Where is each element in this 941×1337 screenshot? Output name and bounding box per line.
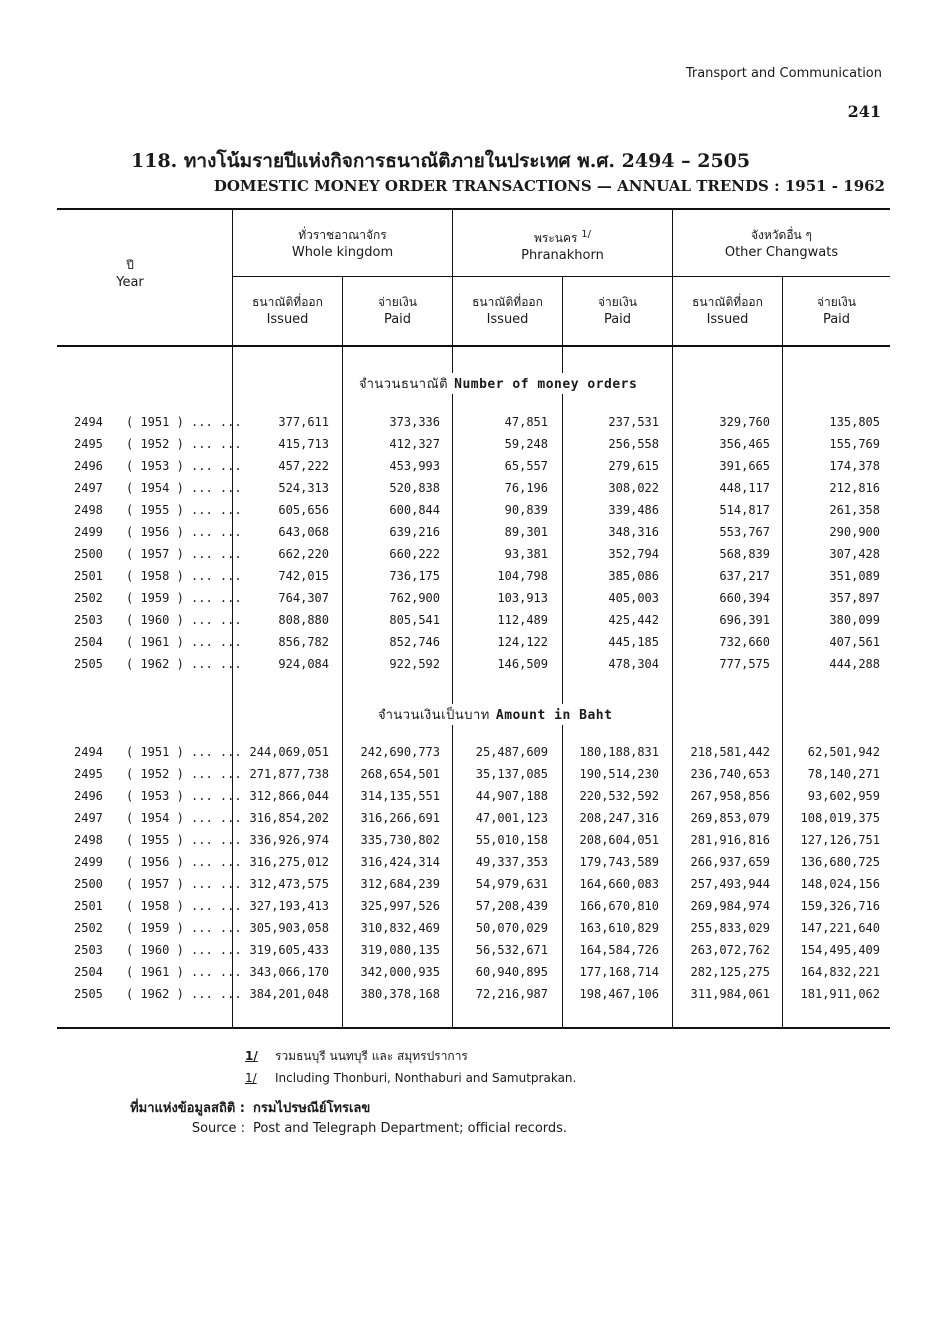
sub-header-english: Issued bbox=[706, 312, 749, 327]
table-top-rule bbox=[57, 208, 890, 210]
sub-header-thai: จ่ายเงิน bbox=[598, 295, 637, 309]
row-year-ce: ( 1962 ) ... ... bbox=[126, 657, 242, 671]
source-label-english: Source : bbox=[191, 1121, 245, 1136]
table-cell: 310,832,469 bbox=[360, 921, 440, 935]
row-year-ce: ( 1952 ) ... ... bbox=[126, 437, 242, 451]
group-header-thai: จังหวัดอื่น ๆ bbox=[750, 228, 812, 242]
table-row bbox=[0, 811, 941, 833]
table-cell: 305,903,058 bbox=[249, 921, 329, 935]
row-year-be: 2498 bbox=[74, 503, 103, 517]
table-cell: 93,381 bbox=[504, 547, 548, 561]
table-cell: 49,337,353 bbox=[475, 855, 548, 869]
table-row bbox=[0, 591, 941, 613]
table-row bbox=[0, 481, 941, 503]
table-cell: 696,391 bbox=[719, 613, 770, 627]
table-cell: 47,001,123 bbox=[475, 811, 548, 825]
sub-header-thai: ธนาณัติที่ออก bbox=[472, 295, 543, 309]
table-cell: 89,301 bbox=[504, 525, 548, 539]
year-header bbox=[100, 256, 160, 292]
row-year-ce: ( 1951 ) ... ... bbox=[126, 745, 242, 759]
table-row bbox=[0, 657, 941, 679]
table-cell: 319,080,135 bbox=[360, 943, 440, 957]
table-row bbox=[0, 415, 941, 437]
table-cell: 316,854,202 bbox=[249, 811, 329, 825]
table-cell: 180,188,831 bbox=[579, 745, 659, 759]
table-row bbox=[0, 921, 941, 943]
row-year-ce: ( 1962 ) ... ... bbox=[126, 987, 242, 1001]
table-cell: 662,220 bbox=[278, 547, 329, 561]
row-year-be: 2502 bbox=[74, 591, 103, 605]
table-cell: 377,611 bbox=[278, 415, 329, 429]
table-cell: 316,424,314 bbox=[360, 855, 440, 869]
table-cell: 764,307 bbox=[278, 591, 329, 605]
table-cell: 639,216 bbox=[389, 525, 440, 539]
table-cell: 637,217 bbox=[719, 569, 770, 583]
table-cell: 127,126,751 bbox=[800, 833, 880, 847]
table-cell: 78,140,271 bbox=[807, 767, 880, 781]
table-cell: 148,024,156 bbox=[800, 877, 880, 891]
table-cell: 136,680,725 bbox=[800, 855, 880, 869]
table-row bbox=[0, 965, 941, 987]
table-cell: 263,072,762 bbox=[690, 943, 770, 957]
table-cell: 445,185 bbox=[608, 635, 659, 649]
sub-header-issued bbox=[233, 293, 342, 329]
page-number: 241 bbox=[847, 102, 881, 121]
row-year-be: 2502 bbox=[74, 921, 103, 935]
table-cell: 236,740,653 bbox=[690, 767, 770, 781]
section-label-amount bbox=[374, 704, 616, 725]
source-english bbox=[55, 1121, 567, 1136]
row-year-ce: ( 1957 ) ... ... bbox=[126, 547, 242, 561]
table-cell: 336,926,974 bbox=[249, 833, 329, 847]
table-cell: 660,394 bbox=[719, 591, 770, 605]
group-header-whole-kingdom bbox=[233, 226, 452, 262]
section-label-thai: จำนวนธนาณัติ bbox=[359, 377, 449, 392]
table-cell: 335,730,802 bbox=[360, 833, 440, 847]
table-cell: 72,216,987 bbox=[475, 987, 548, 1001]
row-year-be: 2500 bbox=[74, 877, 103, 891]
sub-header-english: Paid bbox=[822, 312, 851, 327]
table-cell: 290,900 bbox=[829, 525, 880, 539]
sub-header-english: Issued bbox=[486, 312, 529, 327]
row-year-ce: ( 1955 ) ... ... bbox=[126, 503, 242, 517]
table-cell: 57,208,439 bbox=[475, 899, 548, 913]
group-header-thai bbox=[453, 226, 672, 247]
row-year-ce: ( 1959 ) ... ... bbox=[126, 591, 242, 605]
table-cell: 163,610,829 bbox=[579, 921, 659, 935]
table-cell: 444,288 bbox=[829, 657, 880, 671]
table-row bbox=[0, 789, 941, 811]
table-cell: 805,541 bbox=[389, 613, 440, 627]
table-cell: 380,099 bbox=[829, 613, 880, 627]
table-cell: 736,175 bbox=[389, 569, 440, 583]
table-cell: 384,201,048 bbox=[249, 987, 329, 1001]
row-year-be: 2504 bbox=[74, 965, 103, 979]
table-cell: 65,557 bbox=[504, 459, 548, 473]
table-cell: 327,193,413 bbox=[249, 899, 329, 913]
sub-header-thai: จ่ายเงิน bbox=[378, 295, 417, 309]
section-label-thai: จำนวนเงินเป็นบาท bbox=[378, 708, 490, 723]
row-year-ce: ( 1956 ) ... ... bbox=[126, 855, 242, 869]
row-year-be: 2494 bbox=[74, 745, 103, 759]
table-cell: 339,486 bbox=[608, 503, 659, 517]
table-cell: 600,844 bbox=[389, 503, 440, 517]
table-cell: 312,866,044 bbox=[249, 789, 329, 803]
table-cell: 62,501,942 bbox=[807, 745, 880, 759]
table-row bbox=[0, 459, 941, 481]
row-year-ce: ( 1958 ) ... ... bbox=[126, 899, 242, 913]
table-cell: 268,654,501 bbox=[360, 767, 440, 781]
table-cell: 316,275,012 bbox=[249, 855, 329, 869]
table-cell: 852,746 bbox=[389, 635, 440, 649]
table-cell: 212,816 bbox=[829, 481, 880, 495]
table-cell: 314,135,551 bbox=[360, 789, 440, 803]
table-cell: 307,428 bbox=[829, 547, 880, 561]
row-year-ce: ( 1954 ) ... ... bbox=[126, 811, 242, 825]
table-cell: 924,084 bbox=[278, 657, 329, 671]
row-year-be: 2503 bbox=[74, 943, 103, 957]
group-header-english: Phranakhorn bbox=[521, 248, 604, 263]
row-year-be: 2501 bbox=[74, 569, 103, 583]
table-cell: 164,832,221 bbox=[800, 965, 880, 979]
footnote-thai-text: รวมธนบุรี นนทบุรี และ สมุทรปราการ bbox=[275, 1049, 468, 1063]
table-cell: 343,066,170 bbox=[249, 965, 329, 979]
table-cell: 255,833,029 bbox=[690, 921, 770, 935]
table-cell: 553,767 bbox=[719, 525, 770, 539]
table-cell: 373,336 bbox=[389, 415, 440, 429]
table-cell: 59,248 bbox=[504, 437, 548, 451]
row-year-ce: ( 1958 ) ... ... bbox=[126, 569, 242, 583]
row-year-be: 2504 bbox=[74, 635, 103, 649]
row-year-ce: ( 1960 ) ... ... bbox=[126, 943, 242, 957]
header-bottom-rule bbox=[57, 345, 890, 347]
section-label-number bbox=[355, 373, 641, 394]
table-title-thai-text: ทางโน้มรายปีแห่งกิจการธนาณัติภายในประเทศ พ.ศ. 2494 – 2505 bbox=[183, 150, 751, 172]
table-row bbox=[0, 855, 941, 877]
table-cell: 319,605,433 bbox=[249, 943, 329, 957]
table-cell: 348,316 bbox=[608, 525, 659, 539]
table-cell: 25,487,609 bbox=[475, 745, 548, 759]
table-row bbox=[0, 503, 941, 525]
table-cell: 520,838 bbox=[389, 481, 440, 495]
table-cell: 762,900 bbox=[389, 591, 440, 605]
table-cell: 385,086 bbox=[608, 569, 659, 583]
footnote-english-text: Including Thonburi, Nonthaburi and Samutprakan. bbox=[275, 1071, 577, 1085]
table-row bbox=[0, 833, 941, 855]
table-title-thai bbox=[131, 146, 750, 176]
row-year-be: 2496 bbox=[74, 789, 103, 803]
table-cell: 312,684,239 bbox=[360, 877, 440, 891]
section-label-english: Number of money orders bbox=[454, 377, 638, 392]
table-cell: 269,853,079 bbox=[690, 811, 770, 825]
table-cell: 242,690,773 bbox=[360, 745, 440, 759]
table-cell: 777,575 bbox=[719, 657, 770, 671]
table-cell: 35,137,085 bbox=[475, 767, 548, 781]
row-year-be: 2505 bbox=[74, 657, 103, 671]
table-cell: 514,817 bbox=[719, 503, 770, 517]
table-cell: 425,442 bbox=[608, 613, 659, 627]
table-cell: 181,911,062 bbox=[800, 987, 880, 1001]
row-year-ce: ( 1954 ) ... ... bbox=[126, 481, 242, 495]
row-year-ce: ( 1953 ) ... ... bbox=[126, 789, 242, 803]
table-cell: 220,532,592 bbox=[579, 789, 659, 803]
table-row bbox=[0, 437, 941, 459]
sub-header-thai: ธนาณัติที่ออก bbox=[252, 295, 323, 309]
table-cell: 643,068 bbox=[278, 525, 329, 539]
table-cell: 244,069,051 bbox=[249, 745, 329, 759]
sub-header-thai: ธนาณัติที่ออก bbox=[692, 295, 763, 309]
table-cell: 279,615 bbox=[608, 459, 659, 473]
table-cell: 208,247,316 bbox=[579, 811, 659, 825]
table-cell: 808,880 bbox=[278, 613, 329, 627]
table-cell: 257,493,944 bbox=[690, 877, 770, 891]
table-cell: 208,604,051 bbox=[579, 833, 659, 847]
group-header-thai: ทั่วราชอาณาจักร bbox=[298, 228, 387, 242]
footnote-thai bbox=[245, 1047, 468, 1066]
row-year-ce: ( 1952 ) ... ... bbox=[126, 767, 242, 781]
table-cell: 237,531 bbox=[608, 415, 659, 429]
table-cell: 407,561 bbox=[829, 635, 880, 649]
row-year-be: 2497 bbox=[74, 811, 103, 825]
row-year-ce: ( 1959 ) ... ... bbox=[126, 921, 242, 935]
footnote-marker: 1/ bbox=[581, 229, 592, 240]
table-cell: 742,015 bbox=[278, 569, 329, 583]
row-year-ce: ( 1961 ) ... ... bbox=[126, 965, 242, 979]
table-row bbox=[0, 767, 941, 789]
sub-header-thai: จ่ายเงิน bbox=[817, 295, 856, 309]
table-cell: 568,839 bbox=[719, 547, 770, 561]
table-cell: 352,794 bbox=[608, 547, 659, 561]
table-cell: 124,122 bbox=[497, 635, 548, 649]
table-cell: 155,769 bbox=[829, 437, 880, 451]
row-year-ce: ( 1953 ) ... ... bbox=[126, 459, 242, 473]
group-header-english: Other Changwats bbox=[724, 245, 839, 260]
row-year-be: 2505 bbox=[74, 987, 103, 1001]
row-year-be: 2501 bbox=[74, 899, 103, 913]
table-cell: 316,266,691 bbox=[360, 811, 440, 825]
table-title-english: DOMESTIC MONEY ORDER TRANSACTIONS — ANNUAL TRENDS : 1951 - 1962 bbox=[213, 177, 885, 195]
table-cell: 261,358 bbox=[829, 503, 880, 517]
table-cell: 269,984,974 bbox=[690, 899, 770, 913]
table-cell: 405,003 bbox=[608, 591, 659, 605]
group-header-thai-text: พระนคร bbox=[533, 231, 578, 245]
table-cell: 108,019,375 bbox=[800, 811, 880, 825]
row-year-be: 2495 bbox=[74, 437, 103, 451]
row-year-be: 2503 bbox=[74, 613, 103, 627]
table-number: 118. bbox=[131, 150, 178, 172]
row-year-be: 2500 bbox=[74, 547, 103, 561]
sub-header-english: Paid bbox=[603, 312, 632, 327]
row-year-be: 2498 bbox=[74, 833, 103, 847]
table-cell: 54,979,631 bbox=[475, 877, 548, 891]
row-year-ce: ( 1957 ) ... ... bbox=[126, 877, 242, 891]
table-row bbox=[0, 547, 941, 569]
table-cell: 342,000,935 bbox=[360, 965, 440, 979]
table-cell: 47,851 bbox=[504, 415, 548, 429]
table-cell: 164,660,083 bbox=[579, 877, 659, 891]
table-cell: 732,660 bbox=[719, 635, 770, 649]
table-cell: 325,997,526 bbox=[360, 899, 440, 913]
table-cell: 351,089 bbox=[829, 569, 880, 583]
table-cell: 266,937,659 bbox=[690, 855, 770, 869]
table-cell: 453,993 bbox=[389, 459, 440, 473]
table-cell: 329,760 bbox=[719, 415, 770, 429]
footnote-mark: 1/ bbox=[245, 1071, 257, 1085]
row-year-ce: ( 1960 ) ... ... bbox=[126, 613, 242, 627]
table-cell: 415,713 bbox=[278, 437, 329, 451]
row-year-be: 2494 bbox=[74, 415, 103, 429]
sub-header-english: Issued bbox=[266, 312, 309, 327]
table-cell: 60,940,895 bbox=[475, 965, 548, 979]
table-cell: 179,743,589 bbox=[579, 855, 659, 869]
source-value-thai: กรมไปรษณีย์โทรเลข bbox=[253, 1101, 371, 1116]
table-cell: 311,984,061 bbox=[690, 987, 770, 1001]
table-cell: 93,602,959 bbox=[807, 789, 880, 803]
row-year-be: 2497 bbox=[74, 481, 103, 495]
table-cell: 166,670,810 bbox=[579, 899, 659, 913]
table-cell: 271,877,738 bbox=[249, 767, 329, 781]
row-year-ce: ( 1951 ) ... ... bbox=[126, 415, 242, 429]
table-cell: 190,514,230 bbox=[579, 767, 659, 781]
table-cell: 524,313 bbox=[278, 481, 329, 495]
table-row bbox=[0, 613, 941, 635]
section-title: Transport and Communication bbox=[685, 66, 882, 81]
table-cell: 104,798 bbox=[497, 569, 548, 583]
row-year-ce: ( 1961 ) ... ... bbox=[126, 635, 242, 649]
table-cell: 308,022 bbox=[608, 481, 659, 495]
sub-header-issued bbox=[673, 293, 782, 329]
table-row bbox=[0, 569, 941, 591]
table-row bbox=[0, 987, 941, 1009]
table-cell: 478,304 bbox=[608, 657, 659, 671]
table-cell: 605,656 bbox=[278, 503, 329, 517]
table-row bbox=[0, 943, 941, 965]
row-year-be: 2495 bbox=[74, 767, 103, 781]
table-cell: 44,907,188 bbox=[475, 789, 548, 803]
sub-header-paid bbox=[343, 293, 452, 329]
sub-header-paid bbox=[563, 293, 672, 329]
table-cell: 146,509 bbox=[497, 657, 548, 671]
footnote-mark: 1/ bbox=[245, 1049, 258, 1063]
row-year-ce: ( 1956 ) ... ... bbox=[126, 525, 242, 539]
table-cell: 147,221,640 bbox=[800, 921, 880, 935]
table-cell: 282,125,275 bbox=[690, 965, 770, 979]
table-cell: 391,665 bbox=[719, 459, 770, 473]
table-cell: 380,378,168 bbox=[360, 987, 440, 1001]
table-cell: 218,581,442 bbox=[690, 745, 770, 759]
table-cell: 457,222 bbox=[278, 459, 329, 473]
group-header-english: Whole kingdom bbox=[291, 245, 394, 260]
table-cell: 356,465 bbox=[719, 437, 770, 451]
table-bottom-rule bbox=[57, 1027, 890, 1029]
year-header-english: Year bbox=[116, 275, 144, 290]
group-header-other-changwats bbox=[673, 226, 890, 262]
table-cell: 448,117 bbox=[719, 481, 770, 495]
table-row bbox=[0, 877, 941, 899]
table-cell: 56,532,671 bbox=[475, 943, 548, 957]
footnote-english bbox=[245, 1071, 576, 1085]
source-thai bbox=[55, 1097, 370, 1118]
table-cell: 281,916,816 bbox=[690, 833, 770, 847]
group-header-phranakhorn bbox=[453, 226, 672, 265]
table-cell: 76,196 bbox=[504, 481, 548, 495]
table-cell: 412,327 bbox=[389, 437, 440, 451]
sub-header-paid bbox=[783, 293, 890, 329]
table-cell: 256,558 bbox=[608, 437, 659, 451]
table-cell: 159,326,716 bbox=[800, 899, 880, 913]
source-value-english: Post and Telegraph Department; official records. bbox=[253, 1121, 568, 1136]
row-year-ce: ( 1955 ) ... ... bbox=[126, 833, 242, 847]
table-cell: 90,839 bbox=[504, 503, 548, 517]
year-header-thai: ปี bbox=[126, 258, 134, 272]
table-row bbox=[0, 899, 941, 921]
table-cell: 267,958,856 bbox=[690, 789, 770, 803]
sub-header-english: Paid bbox=[383, 312, 412, 327]
source-label-thai: ที่มาแห่งข้อมูลสถิติ : bbox=[130, 1101, 245, 1116]
row-year-be: 2499 bbox=[74, 525, 103, 539]
table-cell: 164,584,726 bbox=[579, 943, 659, 957]
table-cell: 55,010,158 bbox=[475, 833, 548, 847]
table-cell: 135,805 bbox=[829, 415, 880, 429]
row-year-be: 2499 bbox=[74, 855, 103, 869]
table-row bbox=[0, 525, 941, 547]
table-cell: 177,168,714 bbox=[579, 965, 659, 979]
section-label-english: Amount in Baht bbox=[495, 708, 613, 723]
table-cell: 922,592 bbox=[389, 657, 440, 671]
table-row bbox=[0, 635, 941, 657]
table-cell: 154,495,409 bbox=[800, 943, 880, 957]
table-cell: 112,489 bbox=[497, 613, 548, 627]
table-row bbox=[0, 745, 941, 767]
sub-header-issued bbox=[453, 293, 562, 329]
table-cell: 198,467,106 bbox=[579, 987, 659, 1001]
table-cell: 660,222 bbox=[389, 547, 440, 561]
table-cell: 103,913 bbox=[497, 591, 548, 605]
table-cell: 50,070,029 bbox=[475, 921, 548, 935]
row-year-be: 2496 bbox=[74, 459, 103, 473]
table-cell: 856,782 bbox=[278, 635, 329, 649]
table-cell: 312,473,575 bbox=[249, 877, 329, 891]
table-cell: 357,897 bbox=[829, 591, 880, 605]
table-cell: 174,378 bbox=[829, 459, 880, 473]
